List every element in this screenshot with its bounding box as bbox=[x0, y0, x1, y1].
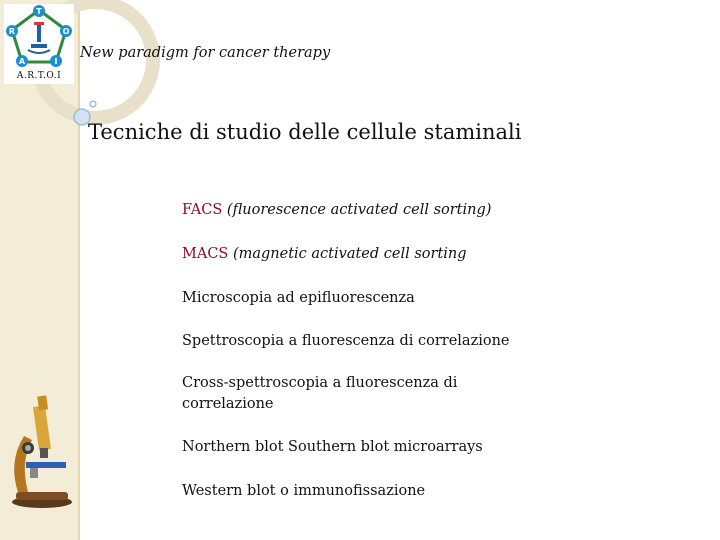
logo-letter-a: A bbox=[18, 57, 26, 66]
item-description: (fluorescence activated cell sorting) bbox=[222, 202, 492, 218]
logo-caption: A.R.T.O.I bbox=[16, 71, 62, 81]
slide-title: Tecniche di studio delle cellule staminali bbox=[88, 120, 522, 144]
item-description: (magnetic activated cell sorting bbox=[228, 246, 467, 262]
list-item: Cross-spettroscopia a fluorescenza di correlazione bbox=[182, 375, 458, 412]
item-keyword: FACS bbox=[182, 202, 223, 218]
list-item-facs bbox=[182, 200, 582, 221]
header-title: New paradigm for cancer therapy bbox=[80, 45, 331, 61]
list-item: Spettroscopia a fluorescenza di correlazione bbox=[182, 333, 510, 349]
bullet-bubble-small bbox=[90, 101, 96, 107]
artoi-logo bbox=[4, 4, 74, 84]
logo-letter-o: O bbox=[62, 27, 70, 36]
item-keyword: MACS bbox=[182, 246, 229, 262]
logo-letter-i: I bbox=[54, 57, 58, 66]
list-item: Microscopia ad epifluorescenza bbox=[182, 290, 415, 306]
microscope-icon bbox=[2, 392, 78, 512]
list-item: Western blot o immunofissazione bbox=[182, 483, 426, 499]
logo-letter-t: T bbox=[36, 7, 42, 16]
logo-letter-r: R bbox=[8, 27, 16, 36]
list-item: Northern blot Southern blot microarrays bbox=[182, 439, 483, 455]
list-item-macs bbox=[182, 244, 582, 265]
